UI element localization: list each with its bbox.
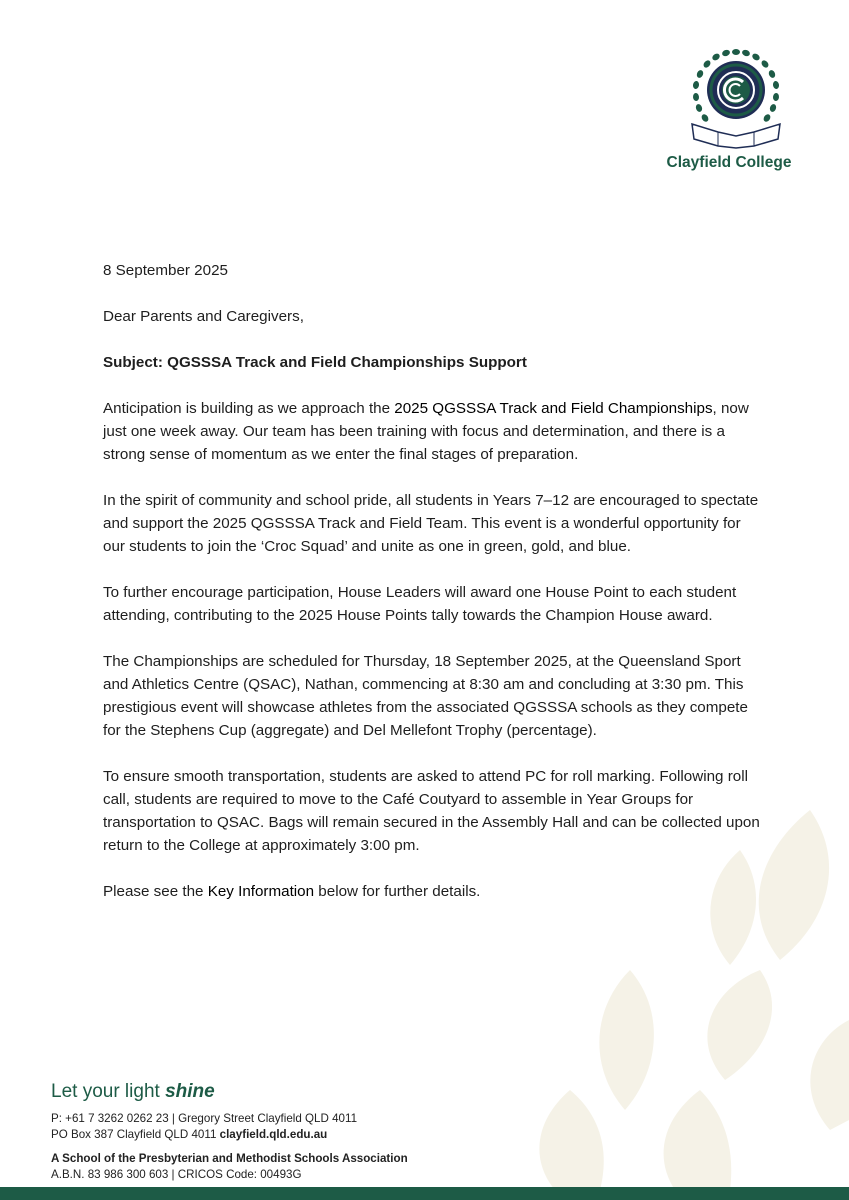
championships-highlight: 2025 QGSSSA Track and Field Championships: [394, 400, 713, 417]
subject-text: Subject: QGSSSA Track and Field Championships Support: [103, 354, 527, 371]
letter-salutation: Dear Parents and Caregivers,: [103, 308, 304, 325]
tagline-emphasis: shine: [165, 1081, 215, 1102]
abn-cricos: A.B.N. 83 986 300 603 | CRICOS Code: 00493G: [51, 1167, 302, 1181]
contact-po-box: [51, 1127, 551, 1143]
key-information-highlight: Key Information: [207, 883, 315, 900]
website-link[interactable]: clayfield.qld.edu.au: [219, 1127, 328, 1141]
letter-date: 8 September 2025: [103, 262, 228, 279]
paragraph-transport: To ensure smooth transportation, students are asked to attend PC for roll marking. Following roll call, students are required to move to the Café Coutyard to assemble in Year Groups for transportation to QSAC. Bags will remain secured in the Assembly Hall and can be collected upon return to the College at approximately 3:00 pm.: [103, 768, 760, 854]
tagline-text: Let your light: [51, 1081, 166, 1102]
paragraph-6-pre: Please see the: [103, 883, 208, 900]
association-info: [51, 1151, 551, 1182]
po-box-text: PO Box 387 Clayfield QLD 4011: [51, 1127, 220, 1141]
contact-details: [51, 1111, 551, 1142]
paragraph-6-post: below for further details.: [314, 883, 481, 900]
letter-body: [103, 259, 763, 926]
college-name: Clayfield College: [666, 154, 792, 171]
college-crest-logo: [688, 44, 784, 150]
paragraph-house-points: To further encourage participation, House Leaders will award one House Point to each student attending, contributing to the 2025 House Points tally towards the Champion House award.: [103, 584, 737, 624]
association-title: A School of the Presbyterian and Methodist Schools Association: [51, 1152, 408, 1165]
paragraph-1-pre: Anticipation is building as we approach the: [103, 400, 395, 417]
paragraph-schedule: The Championships are scheduled for Thursday, 18 September 2025, at the Queensland Sport and Athletics Centre (QSAC), Nathan, commencing at 8:30 am and concluding at 3:30 pm. This prestigious event will showcase athletes from the associated QGSSSA schools as they compete for the Stephens Cup (aggregate) and Del Mellefont Trophy (percentage).: [103, 653, 748, 739]
paragraph-community: In the spirit of community and school pride, all students in Years 7–12 are encouraged to spectate and support the 2025 QGSSSA Track and Field Team. This event is a wonderful opportunity for our students to join the ‘Croc Squad’ and unite as one in green, gold, and blue.: [103, 492, 759, 555]
tagline: [51, 1081, 551, 1103]
paragraph-key-info: [103, 880, 763, 903]
footer-color-bar: [0, 1187, 849, 1200]
letter-subject: [103, 351, 763, 374]
letter-footer: [51, 1081, 551, 1182]
paragraph-anticipation: [103, 397, 763, 466]
paragraph-1-post: , now just one week away. Our team has been training with focus and determination, and there is a strong sense of momentum as we enter the final stages of preparation.: [103, 400, 749, 463]
contact-phone-address: P: +61 7 3262 0262 23 | Gregory Street Clayfield QLD 4011: [51, 1112, 358, 1125]
